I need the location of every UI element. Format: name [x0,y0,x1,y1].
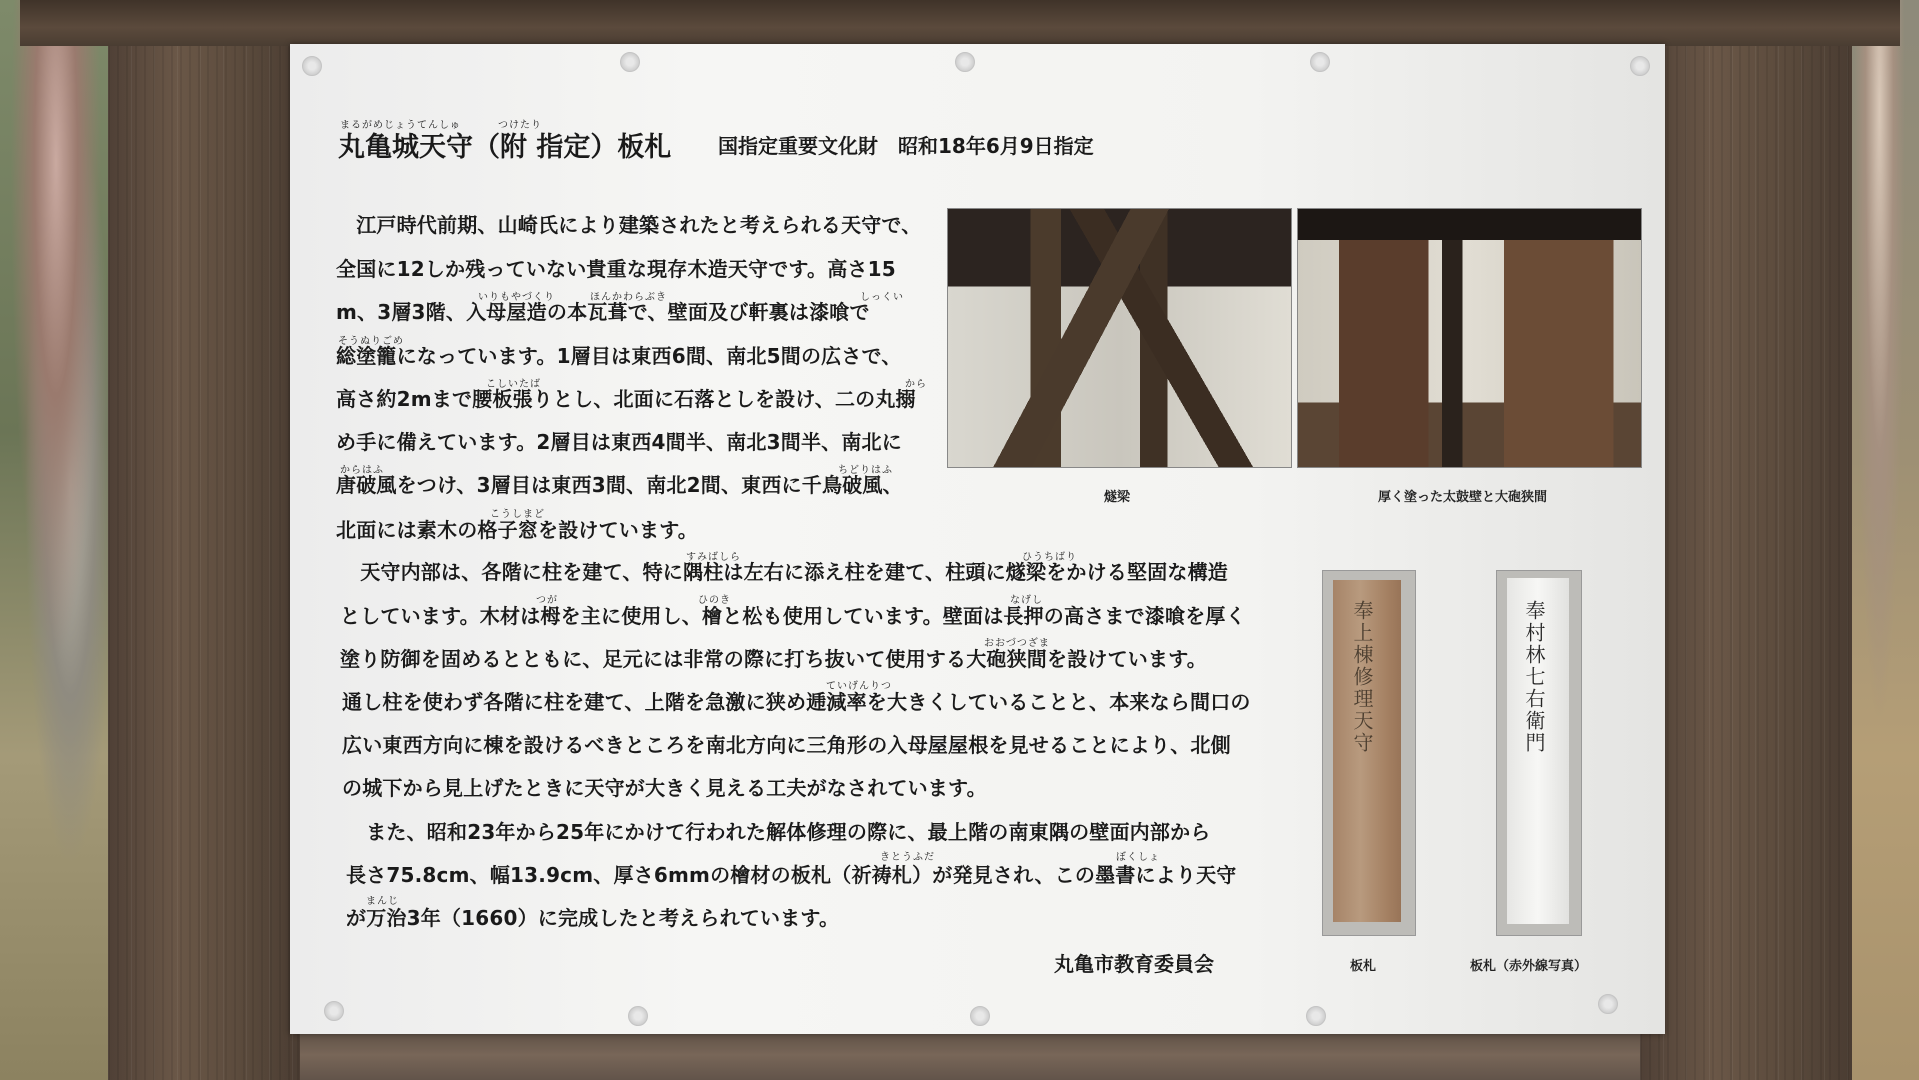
body-line: 総塗籠になっています。1層目は東西6間、南北5間の広さで、 [336,344,902,368]
ruby-chidorihafu: ちどりはふ [838,465,893,476]
screw-icon [970,1006,990,1026]
photo-hiuchibari-beam [947,208,1292,468]
screw-icon [1598,994,1618,1014]
photo-taiko-wall [1297,208,1642,468]
ruby-sounurigome: そうぬりごめ [338,336,404,347]
ruby-hiuchibari: ひうちばり [1022,552,1077,563]
caption-plaque: 板札 [1350,959,1377,974]
plaque-infrared-photo [1507,578,1569,924]
ruby-bokusho: ぼくしょ [1116,852,1160,863]
screw-icon [620,52,640,72]
ruby-shikkui: しっくい [860,292,904,303]
wooden-post-right [1640,0,1852,1080]
wooden-post-left [108,0,304,1080]
ruby-hongawara: ほんかわらぶき [590,292,667,303]
plaque-infrared-brush-text: 奉村林七右衛門 [1522,600,1546,754]
body-line: 長さ75.8cm、幅13.9cm、厚さ6mmの檜材の板札（祈祷札）が発見され、この墨書により天守 [346,863,1237,887]
ruby-karahafu: からはふ [340,465,384,476]
screw-icon [955,52,975,72]
body-line: 塗り防御を固めるとともに、足元には非常の際に打ち抜いて使用する大砲狭間を設けています。 [340,647,1207,671]
plaque-photo [1333,580,1401,922]
body-line: また、昭和23年から25年にかけて行われた解体修理の際に、最上階の南東隅の壁面内部から [346,820,1211,844]
sign-title: 丸亀城天守（附 指定）板札 [338,132,672,163]
plaque-brush-text: 奉上棟修理天守 [1350,600,1374,754]
ruby-tsuga: つが [536,595,558,606]
ruby-sumibashira: すみばしら [686,552,741,563]
ruby-taihouzama: おおづつざま [984,638,1050,649]
ruby-manji: まんじ [366,896,399,907]
signature-board-of-education: 丸亀市教育委員会 [1054,952,1214,976]
body-line: 唐破風をつけ、3層目は東西3間、南北2間、東西に千鳥破風、 [336,473,903,497]
body-line: 広い東西方向に棟を設けるべきところを南北方向に三角形の入母屋屋根を見せることにより、北側 [342,733,1231,757]
ruby-hinoki: ひのき [698,595,731,606]
body-line: 全国に12しか残っていない貴重な現存木造天守です。高さ15 [336,257,896,281]
body-line: 江戸時代前期、山崎氏により建築されたと考えられる天守で、 [336,213,922,237]
wooden-beam-bottom [300,1030,1640,1080]
screw-icon [302,56,322,76]
body-line: としています。木材は栂を主に使用し、檜と松も使用しています。壁面は長押の高さまで漆喰を厚く [340,604,1246,628]
body-line: 通し柱を使わず各階に柱を建て、上階を急激に狭め逓減率を大きくしていることと、本来なら間口の [342,690,1251,714]
screw-icon [1310,52,1330,72]
caption-wall: 厚く塗った太鼓壁と大砲狭間 [1378,490,1548,505]
screw-icon [324,1001,344,1021]
ruby-koushimado: こうしまど [490,509,545,520]
caption-beam: 燧梁 [1104,490,1131,505]
screw-icon [1630,56,1650,76]
screw-icon [1306,1006,1326,1026]
ruby-koshiita: こしいたば [486,379,541,390]
ruby-kitoufuda: きとうふだ [880,852,935,863]
designation-text: 国指定重要文化財 昭和18年6月9日指定 [718,134,1094,158]
body-line: 高さ約2mまで腰板張りとし、北面に石落としを設け、二の丸搦 [336,387,916,411]
ruby-teigenritsu: ていげんりつ [826,681,892,692]
body-line: 北面には素木の格子窓を設けています。 [336,518,698,542]
caption-plaque-infrared: 板札（赤外線写真） [1470,959,1588,974]
body-line: m、3層3階、入母屋造の本瓦葺で、壁面及び軒裏は漆喰で [336,300,870,324]
title-ruby-tsuketari: つけたり [498,120,542,131]
wooden-beam-top [20,0,1900,46]
ruby-karame: から [905,379,927,390]
ruby-nageshi: なげし [1010,595,1043,606]
body-line: め手に備えています。2層目は東西4間半、南北3間半、南北に [336,430,902,454]
ruby-irimoya: いりもやづくり [478,292,555,303]
screw-icon [628,1006,648,1026]
body-line: の城下から見上げたときに天守が大きく見える工夫がなされています。 [342,776,987,800]
body-line: 天守内部は、各階に柱を建て、特に隅柱は左右に添え柱を建て、柱頭に燧梁をかける堅固な構造 [340,560,1228,584]
body-line: が万治3年（1660）に完成したと考えられています。 [346,906,840,930]
title-ruby-castle: まるがめじょうてんしゅ [340,120,461,131]
